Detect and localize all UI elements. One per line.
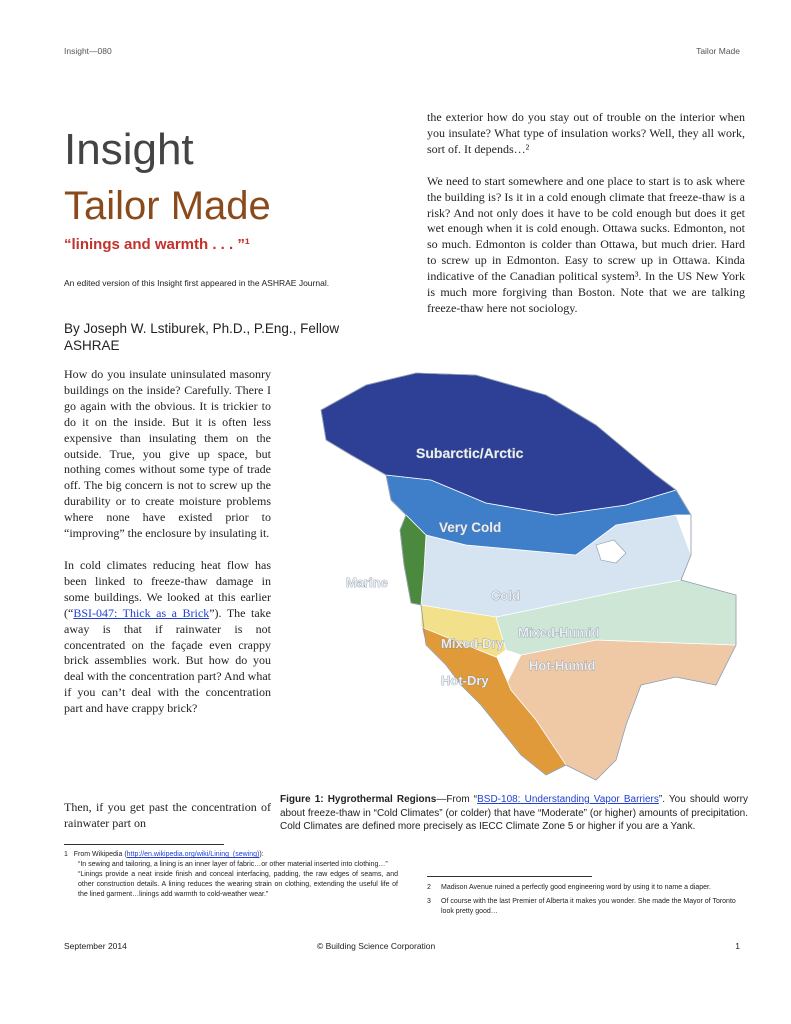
footnotes-right	[427, 883, 747, 917]
left-paragraph-2-end: ”). The take away is that if rainwater is not concentrated on the façade even crappy brick assemblies work. But how do you deal with the concentration part? And what if you can’t deal with the concentration part and have crappy brick?	[64, 605, 272, 716]
edited-note: An edited version of this Insight first appeared in the ASHRAE Journal.	[64, 278, 330, 288]
footnote-2-number: 2	[427, 884, 431, 891]
left-paragraph-2-start: In cold climates reducing heat flow has been linked to freeze-thaw damage in some buildings. We looked at this earlier (“	[64, 557, 271, 620]
left-column	[64, 367, 271, 733]
left-paragraph-2	[64, 558, 271, 717]
label-mixed-humid: Mixed-Humid	[518, 625, 600, 640]
label-hot-humid: Hot-Humid	[529, 658, 596, 673]
footnote-rule-left	[64, 844, 224, 845]
running-header-right: Tailor Made	[696, 46, 740, 56]
footer-date: September 2014	[64, 941, 127, 951]
footnote-2	[427, 883, 747, 893]
label-marine: Marine	[346, 575, 388, 590]
title-insight: Insight	[64, 125, 194, 174]
footnote-1-pre: From Wikipedia (	[73, 851, 127, 858]
hygrothermal-map	[296, 355, 756, 785]
footnote-3-number: 3	[427, 898, 431, 905]
footnote-1-post: ):	[259, 851, 264, 858]
caption-pre: —From “	[436, 794, 478, 805]
footnote-1-quote-1: “In sewing and tailoring, a lining is an inner layer of fabric…or other material inserted into clothing…”	[78, 861, 388, 868]
footer-copyright: © Building Science Corporation	[317, 941, 436, 951]
bsi-047-link[interactable]: BSI-047: Thick as a Brick	[73, 605, 210, 620]
footnote-3	[427, 897, 747, 917]
footnote-1-quote-2: “Linings provide a neat inside finish and conceal interfacing, padding, the raw edges of seams, and other construction details. A lining reduces the wearing strain on clothing, extending the useful life of the lined garment…linings add warmth to cold-weather wear.”	[78, 871, 398, 898]
footnote-3-text: Of course with the last Premier of Alberta it makes you wonder. She made the Mayor of Toronto look pretty good…	[441, 898, 736, 915]
title-tailor-made: Tailor Made	[64, 184, 271, 228]
left-paragraph-1: How do you insulate uninsulated masonry buildings on the inside? Carefully. There I go again with the obvious. It is trickier to do it on the inside. But it is often less expensive than insulating them on the outside. True, you give up space, but nothing comes without some type of trade off. The big concern is not to screw up the durability or to create moisture problems where none have existed prior to “improving” the enclosure by insulating it.	[64, 367, 271, 541]
wikipedia-link[interactable]: http://en.wikipedia.org/wiki/Lining_(sewing)	[126, 851, 260, 858]
label-subarctic-arctic: Subarctic/Arctic	[416, 445, 524, 461]
label-very-cold: Very Cold	[439, 520, 502, 535]
label-hot-dry: Hot-Dry	[441, 673, 489, 688]
label-mixed-dry: Mixed-Dry	[441, 636, 504, 651]
right-column	[427, 110, 745, 333]
figure-caption	[280, 793, 748, 834]
subtitle-quote: “linings and warmth . . . ”¹	[64, 236, 250, 253]
byline: By Joseph W. Lstiburek, Ph.D., P.Eng., Fellow ASHRAE	[64, 321, 340, 353]
caption-label: Figure 1: Hygrothermal Regions	[280, 794, 437, 805]
footnote-1-number: 1	[64, 851, 68, 858]
page-number: 1	[735, 941, 740, 951]
running-header-left: Insight—080	[64, 46, 112, 56]
left-paragraph-3: Then, if you get past the concentration of rainwater part on	[64, 800, 271, 830]
caption-text: ”. You should worry about freeze-thaw in “Cold Climates” (or colder) that have “Moderate” (or higher) amounts of precipitation. Cold Climates are defined more precisely as IECC Climate Zone 5 or higher if you are a Yank.	[280, 794, 748, 832]
footnote-2-text: Madison Avenue ruined a perfectly good engineering word by using it to name a diaper.	[441, 884, 711, 891]
region-subarctic	[321, 373, 676, 515]
bsd-108-link[interactable]: BSD-108: Understanding Vapor Barriers	[477, 794, 659, 805]
footnote-1	[64, 850, 398, 900]
right-paragraph-1: the exterior how do you stay out of trouble on the interior when you insulate? What type of insulation works? Well, they all work, sort of. It depends…²	[427, 110, 745, 156]
right-paragraph-2: We need to start somewhere and one place to start is to ask where the building is? Is it in a cold enough climate that freeze-thaw is a risk? And not only does it have to be cold enough but does it get wet enough when it is cold enough. Ottawa sucks. Edmonton, not so much. Edmonton is colder than Ottawa, but much drier. Hard to screw up in Edmonton. Easy to screw up in Ottawa. Kinda indicative of the Canadian political system³. In the US New York is much more forgiving than Boston. Note that we are talking freeze-thaw here not sociology.	[427, 173, 745, 315]
label-cold: Cold	[491, 588, 520, 603]
footnote-rule-right	[427, 876, 592, 877]
